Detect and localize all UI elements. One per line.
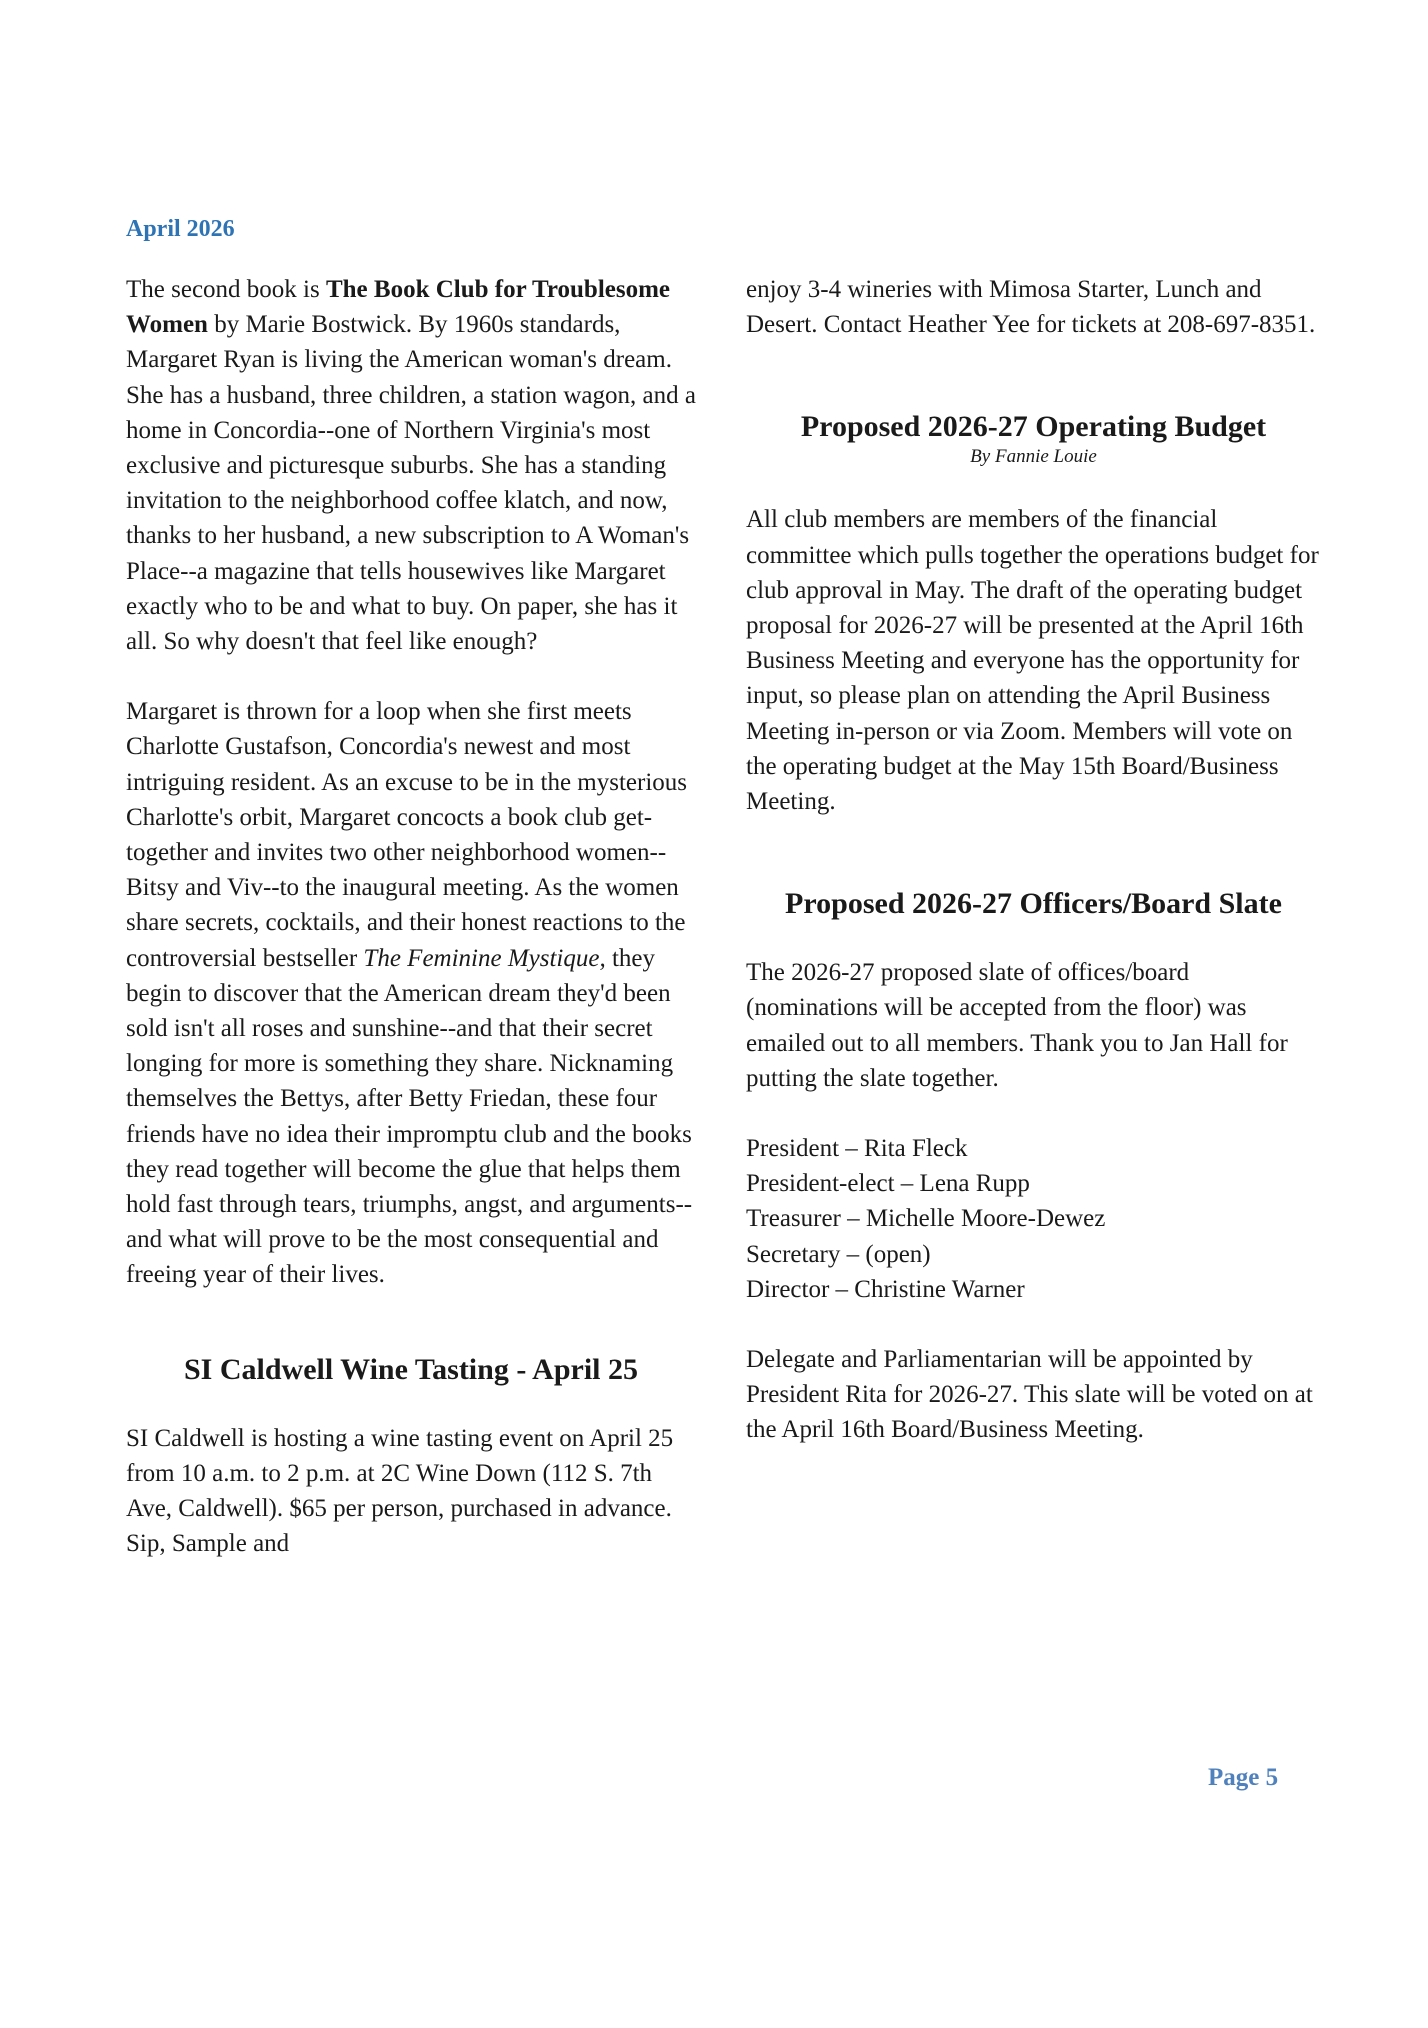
left-column [126,272,696,1562]
officer-item: Secretary – (open) [746,1240,931,1268]
slate-footer-text: Delegate and Parliamentarian will be appointed by President Rita for 2026-27. This slate will be voted on at the April 16th Board/Business Meeting. [746,1346,1313,1444]
book-description: The second book is The Book Club for Troublesome Women by Marie Bostwick. By 1960s standards, Margaret Ryan is living the American woman's dream. She has a husband, three children, a station wagon, and a home in Concordia--one of Northern Virginia's most exclusive and picturesque suburbs. She has a standing invitation to the neighborhood coffee klatch, and now, thanks to her husband, a new subscription to A Woman's Place--a magazine that tells housewives like Margaret exactly who to be and what to buy. On paper, she has it all. So why doesn't that feel like enough? [126,276,696,656]
wine-tasting-heading: SI Caldwell Wine Tasting - April 25 [183,1352,638,1386]
wine-tasting-text-continued: enjoy 3-4 wineries with Mimosa Starter, Lunch and Desert. Contact Heather Yee for tickets at 208-697-8351. [746,276,1316,339]
wine-tasting-text: SI Caldwell is hosting a wine tasting event on April 25 from 10 a.m. to 2 p.m. at 2C Wine Down (112 S. 7th Ave, Caldwell). $65 per person, purchased in advance. Sip, Sample and [126,1424,674,1558]
referenced-book-title: The Feminine Mystique, [363,944,606,972]
budget-byline: By Fannie Louie [970,446,1097,468]
book-title: The Book Club for Troublesome Women [126,276,671,339]
budget-text: All club members are members of the financial committee which pulls together the operations budget for club approval in May. The draft of the operating budget proposal for 2026-27 will be presented at the April 16th Business Meeting and everyone has the opportunity for input, so please plan on attending the April Business Meeting in-person or via Zoom. Members will vote on the operating budget at the May 15th Board/Business Meeting. [746,506,1319,816]
officer-item: President – Rita Fleck [746,1135,968,1163]
officer-item: President-elect – Lena Rupp [746,1170,1030,1198]
book-synopsis: Margaret is thrown for a loop when she first meets Charlotte Gustafson, Concordia's newest and most intriguing resident. As an excuse to be in the mysterious Charlotte's orbit, Margaret concocts a book club get-together and invites two other neighborhood women--Bitsy and Viv--to the inaugural meeting. As the women share secrets, cocktails, and their honest reactions to the controversial bestseller The Feminine Mystique, they begin to discover that the American dream they'd been sold isn't all roses and sunshine--and that their secret longing for more is something they share. Nicknaming themselves the Bettys, after Betty Friedan, these four friends have no idea their impromptu club and the books they read together will become the glue that helps them hold fast through tears, triumphs, angst, and arguments--and what will prove to be the most consequential and freeing year of their lives. [126,698,693,1289]
newsletter-date: April 2026 [126,216,235,242]
page-number: Page 5 [1208,1764,1279,1791]
budget-heading: Proposed 2026-27 Operating Budget [800,410,1267,444]
slate-text: The 2026-27 proposed slate of offices/board (nominations will be accepted from the floor) was emailed out to all members. Thank you to Jan Hall for putting the slate together. [746,959,1288,1092]
officer-list [746,1131,1321,1307]
officer-item: Treasurer – Michelle Moore-Dewez [746,1205,1106,1233]
officer-item: Director – Christine Warner [746,1275,1025,1303]
slate-heading: Proposed 2026-27 Officers/Board Slate [785,887,1282,921]
right-column [746,272,1321,1448]
